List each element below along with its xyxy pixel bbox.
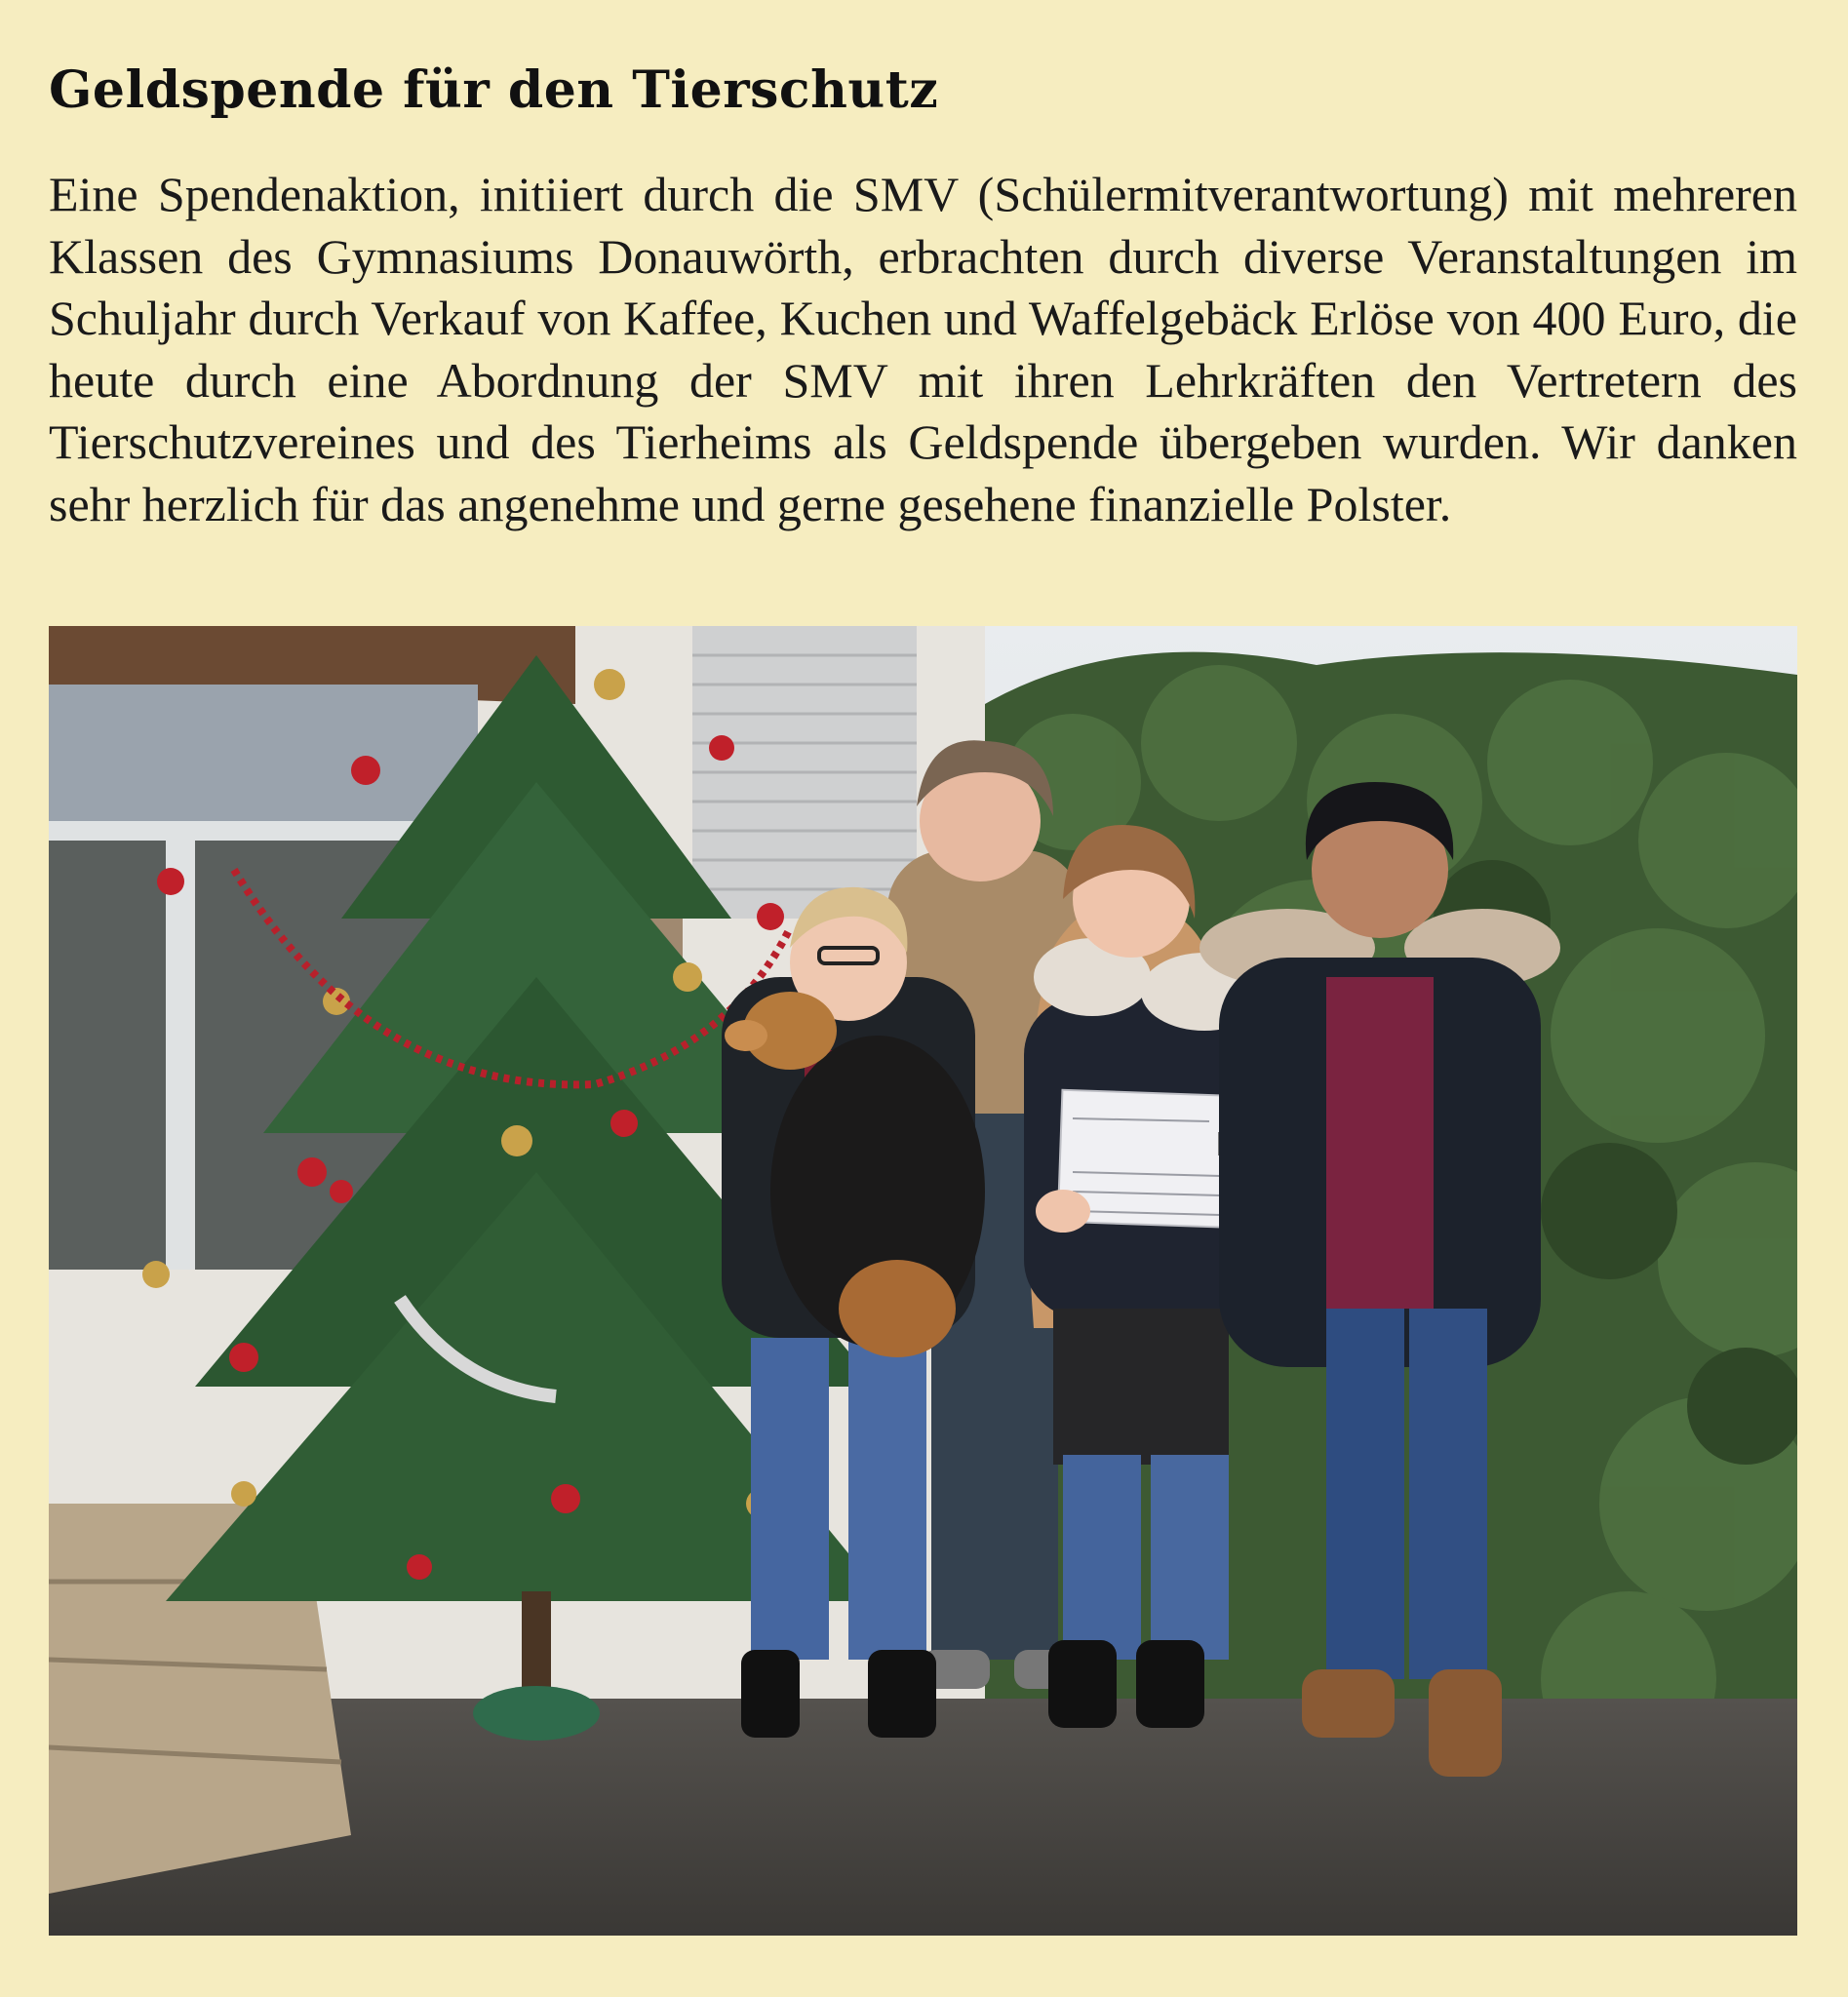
house-siding bbox=[49, 685, 478, 821]
article-body: Eine Spendenaktion, initiiert durch die SMV (Schülermitverantwortung) mit mehreren Klassen des Gymnasiums Donauwörth, erbrachten durch diverse Veranstaltungen im Schuljahr durch Verkauf von Kaffee, Kuchen und Waffelgebäck Erlöse von 400 Euro, die heute durch eine Abordnung der SMV mit ihren Lehrkräften den Vertretern des Tierschutzvereines und des Tierheims als Geldspende übergeben wurden. Wir danken sehr herzlich für das angenehme und gerne gesehene finanzielle Polster. bbox=[49, 167, 1797, 531]
article-photo bbox=[49, 626, 1797, 1936]
photo-illustration bbox=[49, 626, 1797, 1936]
article-headline: Geldspende für den Tierschutz bbox=[49, 60, 939, 120]
